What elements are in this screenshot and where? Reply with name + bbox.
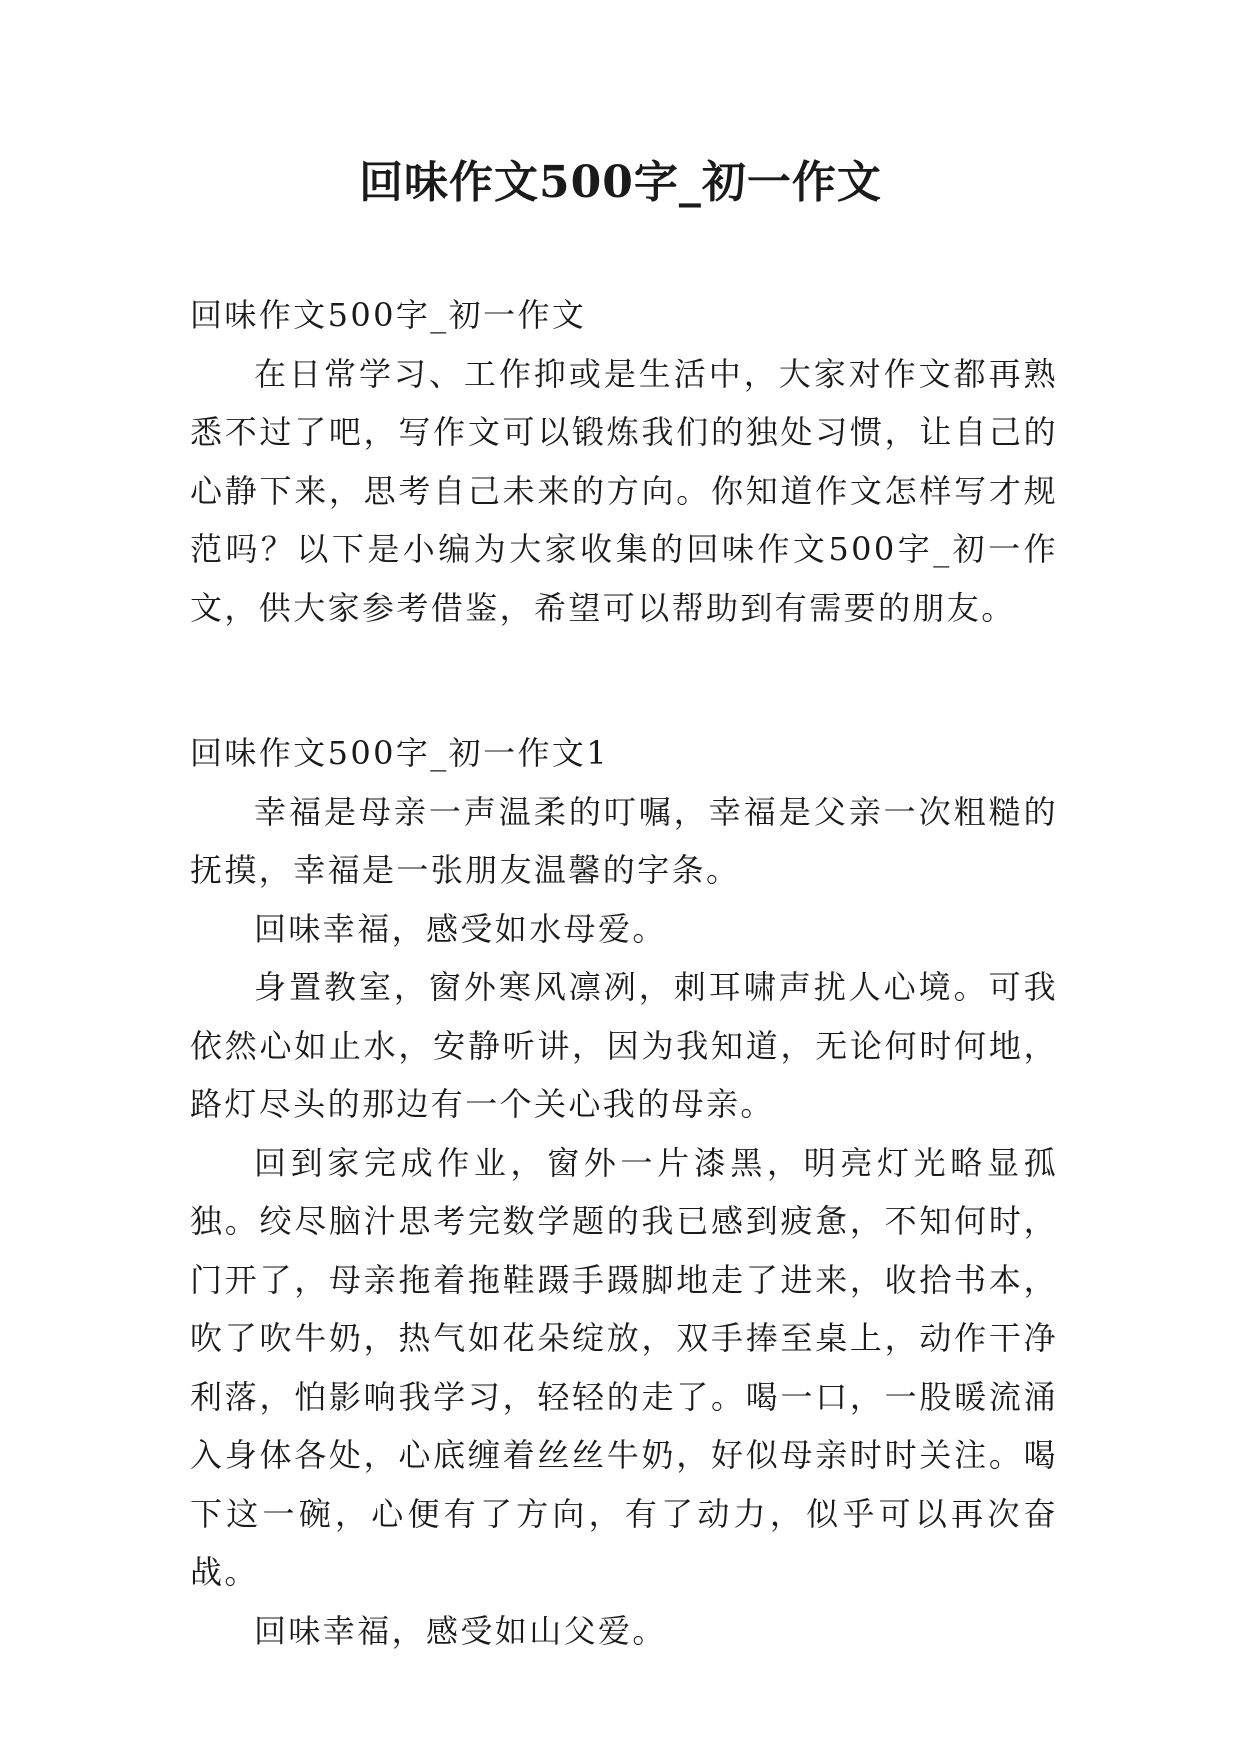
section-heading: 回味作文500字_初一作文1 — [190, 734, 610, 772]
section-spacer — [190, 637, 1058, 724]
document-title: 回味作文500字_初一作文 — [359, 157, 882, 208]
body-paragraph: 回味幸福，感受如水母爱。 — [254, 909, 667, 948]
document-body — [190, 286, 1058, 1660]
body-paragraph: 身置教室，窗外寒风凛冽，刺耳啸声扰人心境。可我依然心如止水，安静听讲，因为我知道，无论何时何地，路灯尽头的那边有一个关心我的母亲。 — [190, 968, 1058, 1123]
intro-paragraph: 在日常学习、工作抑或是生活中，大家对作文都再熟悉不过了吧，写作文可以锻炼我们的独处习惯，让自己的心静下来，思考自己未来的方向。你知道作文怎样写才规范吗？以下是小编为大家收集的回味作文500字_初一作文，供大家参考借鉴，希望可以帮助到有需要的朋友。 — [190, 354, 1058, 627]
intro-heading: 回味作文500字_初一作文 — [190, 296, 587, 334]
body-paragraph: 幸福是母亲一声温柔的叮嘱，幸福是父亲一次粗糙的抚摸，幸福是一张朋友温馨的字条。 — [190, 792, 1058, 889]
body-paragraph: 回味幸福，感受如山父爱。 — [254, 1611, 667, 1650]
body-paragraph: 回到家完成作业，窗外一片漆黑，明亮灯光略显孤独。绞尽脑汁思考完数学题的我已感到疲惫，不知何时，门开了，母亲拖着拖鞋蹑手蹑脚地走了进来，收拾书本，吹了吹牛奶，热气如花朵绽放，双手捧至桌上，动作干净利落，怕影响我学习，轻轻的走了。喝一口，一股暖流涌入身体各处，心底缠着丝丝牛奶，好似母亲时时关注。喝下这一碗，心便有了方向，有了动力，似乎可以再次奋战。 — [190, 1143, 1058, 1591]
